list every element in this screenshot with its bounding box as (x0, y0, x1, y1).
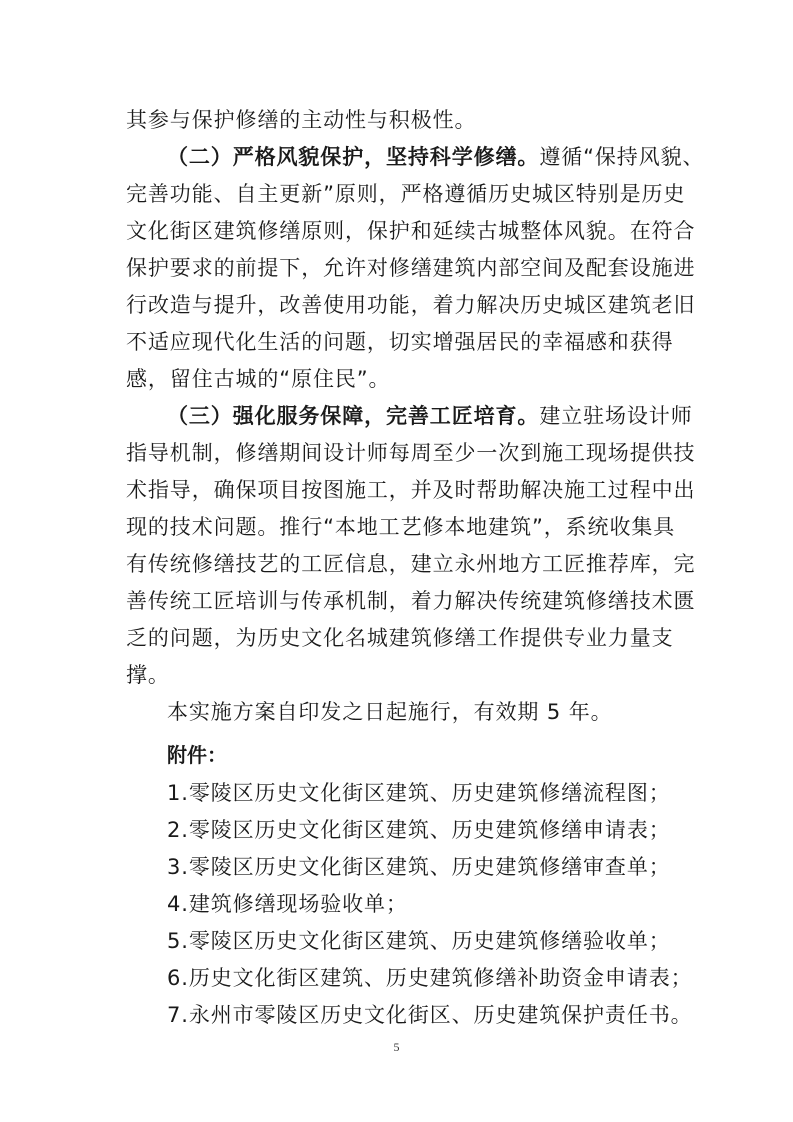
paragraph-line: 有传统修缮技艺的工匠信息，建立永州地方工匠推荐库，完 (126, 552, 696, 576)
attachment-item: 7.永州市零陵区历史文化街区、历史建筑保护责任书。 (167, 1003, 693, 1027)
attachments-title: 附件： (167, 743, 227, 767)
paragraph-line: 其参与保护修缮的主动性与积极性。 (126, 108, 477, 132)
section-2-text: 遵循“保持风貌、 (539, 145, 705, 169)
paragraph-line: 保护要求的前提下，允许对修缮建筑内部空间及配套设施进 (126, 256, 696, 280)
paragraph-line: 指导机制，修缮期间设计师每周至少一次到施工现场提供技 (126, 441, 696, 465)
paragraph-line: 完善功能、自主更新”原则，严格遵循历史城区特别是历史 (126, 182, 686, 206)
paragraph-line: 行改造与提升，改善使用功能，着力解决历史城区建筑老旧 (126, 293, 696, 317)
section-2-line-1 (167, 141, 704, 171)
paragraph-line: 术指导，确保项目按图施工，并及时帮助解决施工过程中出 (126, 478, 696, 502)
attachment-item: 2.零陵区历史文化街区建筑、历史建筑修缮申请表； (167, 818, 671, 842)
attachment-item: 6.历史文化街区建筑、历史建筑修缮补助资金申请表； (167, 966, 693, 990)
paragraph-line: 善传统工匠培训与传承机制，着力解决传统建筑修缮技术匮 (126, 589, 696, 613)
section-3-heading: （三）强化服务保障，完善工匠培育。 (167, 404, 540, 428)
section-3-text: 建立驻场设计师 (539, 404, 693, 428)
section-2-heading: （二）严格风貌保护，坚持科学修缮。 (167, 145, 540, 169)
section-3-line-1 (167, 400, 693, 430)
page-number: 5 (393, 1040, 400, 1054)
attachment-item: 1.零陵区历史文化街区建筑、历史建筑修缮流程图； (167, 781, 671, 805)
effective-date-line: 本实施方案自印发之日起施行，有效期 5 年。 (167, 700, 613, 724)
attachment-item: 3.零陵区历史文化街区建筑、历史建筑修缮审查单； (167, 855, 671, 879)
paragraph-line: 不适应现代化生活的问题，切实增强居民的幸福感和获得 (126, 330, 674, 354)
paragraph-line: 感，留住古城的“原住民”。 (126, 367, 391, 391)
paragraph-line: 文化街区建筑修缮原则，保护和延续古城整体风貌。在符合 (126, 219, 696, 243)
paragraph-line: 撑。 (126, 663, 170, 687)
attachment-item: 4.建筑修缮现场验收单； (167, 892, 408, 916)
attachment-item: 5.零陵区历史文化街区建筑、历史建筑修缮验收单； (167, 929, 671, 953)
paragraph-line: 乏的问题，为历史文化名城建筑修缮工作提供专业力量支 (126, 626, 674, 650)
paragraph-line: 现的技术问题。推行“本地工艺修本地建筑”，系统收集具 (126, 515, 676, 539)
